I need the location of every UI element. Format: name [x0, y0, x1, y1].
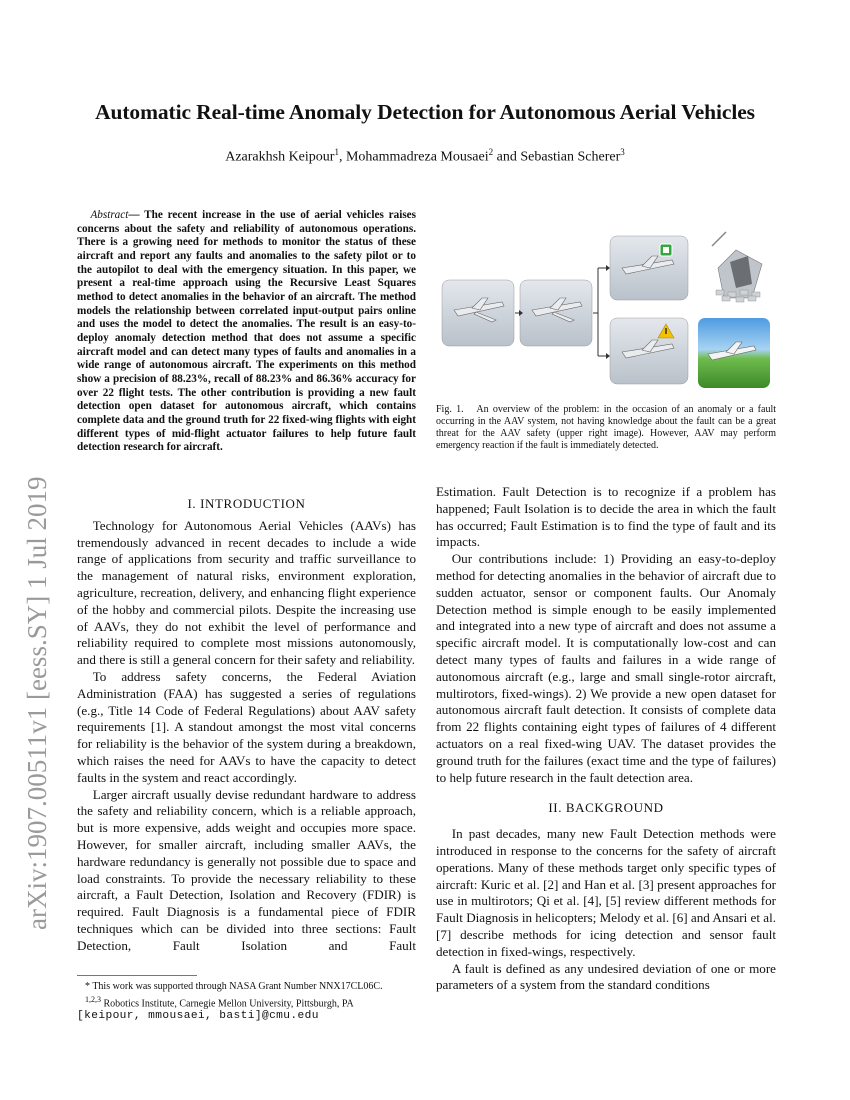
paragraph: In past decades, many new Fault Detection methods were introduced in response to the concerns for the safety of aircraft operations. Many of these methods target only specific types of aircraft: Kuric et al. [2] and Han et al. [3] present approaches for use in multirotors; Qi et al. [4], [5] review different methods for Fault Diagnosis in helicopters; Melody et al. [6] and Ansari et al. [7] describe methods for icing detection and sensor fault detection in fixed-wings, respectively.: [436, 826, 777, 959]
abstract-label: Abstract: [90, 209, 129, 221]
abstract-text: — The recent increase in the use of aerial vehicles raises concerns about the safety and reliability of autonomous operations. There is a growing need for methods to monitor the status of these aircraft and report any faults and anomalies to the safety pilot or to the autopilot to deal with the emergency situation. In this paper, we present a real-time approach using the Recursive Least Squares method to detect anomalies in the behavior of an aircraft. The method models the relationship between correlated input-output pairs online and uses the model to detect the anomalies. The result is an easy-to-deploy anomaly detection method that does not assume a specific aircraft model and can detect many types of faults and anomalies in a wide range of autonomous aircraft. The experiments on this method show a precision of 88.23%, recall of 88.23% and 86.36% accuracy for over 22 flight tests. The other contribution is providing a new fault detection open dataset for autonomous aircraft, which contains complete data and the ground truth for 22 fixed-wing flights with eight different types of mid-flight actuator failures to help future fault detection research for aircraft.: [77, 209, 416, 454]
paragraph: Our contributions include: 1) Providing an easy-to-deploy method for detecting anomalies in the behavior of aircraft due to sudden actuator, sensor or component faults. Our Anomaly Detection method is simple enough to be easily implemented and integrated into a new type of aircraft and does not assume a specific aircraft model. It is computationally low-cost and can detect many types of faults and failures in a wide range of autonomous aircraft (e.g., large and small single-rotor aircraft, multirotors, fixed-wings). 2) We provide a new open dataset for autonomous aircraft fault detection. It consists of complete data from 22 flights containing eight types of failures of 4 different actuators on a real fixed-wing UAV. The dataset provides the ground truth for the failures (exact time and the type of failures) to help future research in the fault detection area.: [436, 551, 776, 785]
affil-sup: 1,2,3: [85, 994, 101, 1004]
funding-footnote: * This work was supported through NASA Grant Number NNX17CL06C.: [85, 981, 383, 992]
arxiv-stamp: arXiv:1907.00511v1 [eess.SY] 1 Jul 2019: [22, 476, 52, 930]
figure-caption: [436, 404, 776, 452]
left-column: [77, 496, 416, 955]
figure-1: [436, 228, 776, 396]
paragraph: Estimation. Fault Detection is to recognize if a problem has happened; Fault Isolation is to decide the area in which the fault has occurred; Fault Estimation is to find the type of fault and its impacts.: [436, 484, 776, 550]
author-name: Mohammadreza Mousaei: [345, 149, 489, 165]
affiliation-footnote: [77, 994, 416, 1011]
paragraph: A fault is defined as any undesired deviation of one or more parameters of a system from the standard conditions: [436, 960, 776, 993]
paragraph: To address safety concerns, the Federal Aviation Administration (FAA) has suggested a series of regulations (e.g., Title 14 Code of Federal Regulations) about AAV safety requirements [1]. A standout amongst the most vital concerns for reliability is the behavior of the system during a breakdown, which raises the need for AAVs to have the capacity to detect faults in the system and react accordingly.: [77, 668, 416, 785]
author-sep: and: [493, 149, 521, 165]
section-heading-background: II. BACKGROUND: [548, 800, 664, 816]
author-list: [0, 147, 850, 166]
footnotes: [77, 981, 416, 1023]
paper-title: Automatic Real-time Anomaly Detection for Autonomous Aerial Vehicles: [95, 100, 755, 124]
author-affil: 1: [334, 147, 339, 157]
author-affil: 3: [620, 147, 625, 157]
figure-1-illustration: [436, 228, 776, 396]
author-name: Azarakhsh Keipour: [225, 149, 335, 165]
section-heading-introduction: I. INTRODUCTION: [187, 496, 306, 511]
abstract: [77, 209, 416, 455]
author-affil: 2: [488, 147, 494, 157]
affil-text: Robotics Institute, Carnegie Mellon University, Pittsburgh, PA: [101, 997, 354, 1009]
footnote-rule: [77, 975, 197, 976]
author-name: Sebastian Scherer: [520, 149, 621, 165]
author-sep: ,: [338, 149, 346, 165]
paragraph: Technology for Autonomous Aerial Vehicles (AAVs) has tremendously advanced in recent decades to include a wide range of applications from security and traffic surveillance to the management of natural risks, environment exploration, agriculture, recreation, delivery, and enhancing flight experience of the hobby and commercial pilots. Despite the increasing use of AAVs, they do not exhibit the level of performance and reliability required to complete most missions autonomously, and there is still a general concern for their safety and reliability.: [77, 517, 416, 668]
right-column: [436, 484, 776, 994]
paragraph: Larger aircraft usually devise redundant hardware to address the safety and reliability concern, which is a reliable approach, but is more expensive, adds weight and occupies more space. However, for smaller aircraft, including smaller AAVs, the hardware redundancy is generally not possible due to space and load constraints. To provide the necessary reliability to these aircraft, a Fault Detection, Isolation and Recovery (FDIR) is required. Fault Diagnosis is a fundamental piece of FDIR techniques which can be divided into three sections: Fault Detection, Fault Isolation and Fault: [77, 786, 416, 953]
caption-label: Fig. 1.: [436, 404, 464, 415]
caption-text: An overview of the problem: in the occasion of an anomaly or a fault occurring in the AAV system, not having knowledge about the fault can be a great threat for the AAV safety (upper right image). However, AAV may perform emergency reaction if the fault is immediately detected.: [436, 404, 777, 452]
author-emails: [keipour, mmousaei, basti]@cmu.edu: [77, 1010, 319, 1023]
